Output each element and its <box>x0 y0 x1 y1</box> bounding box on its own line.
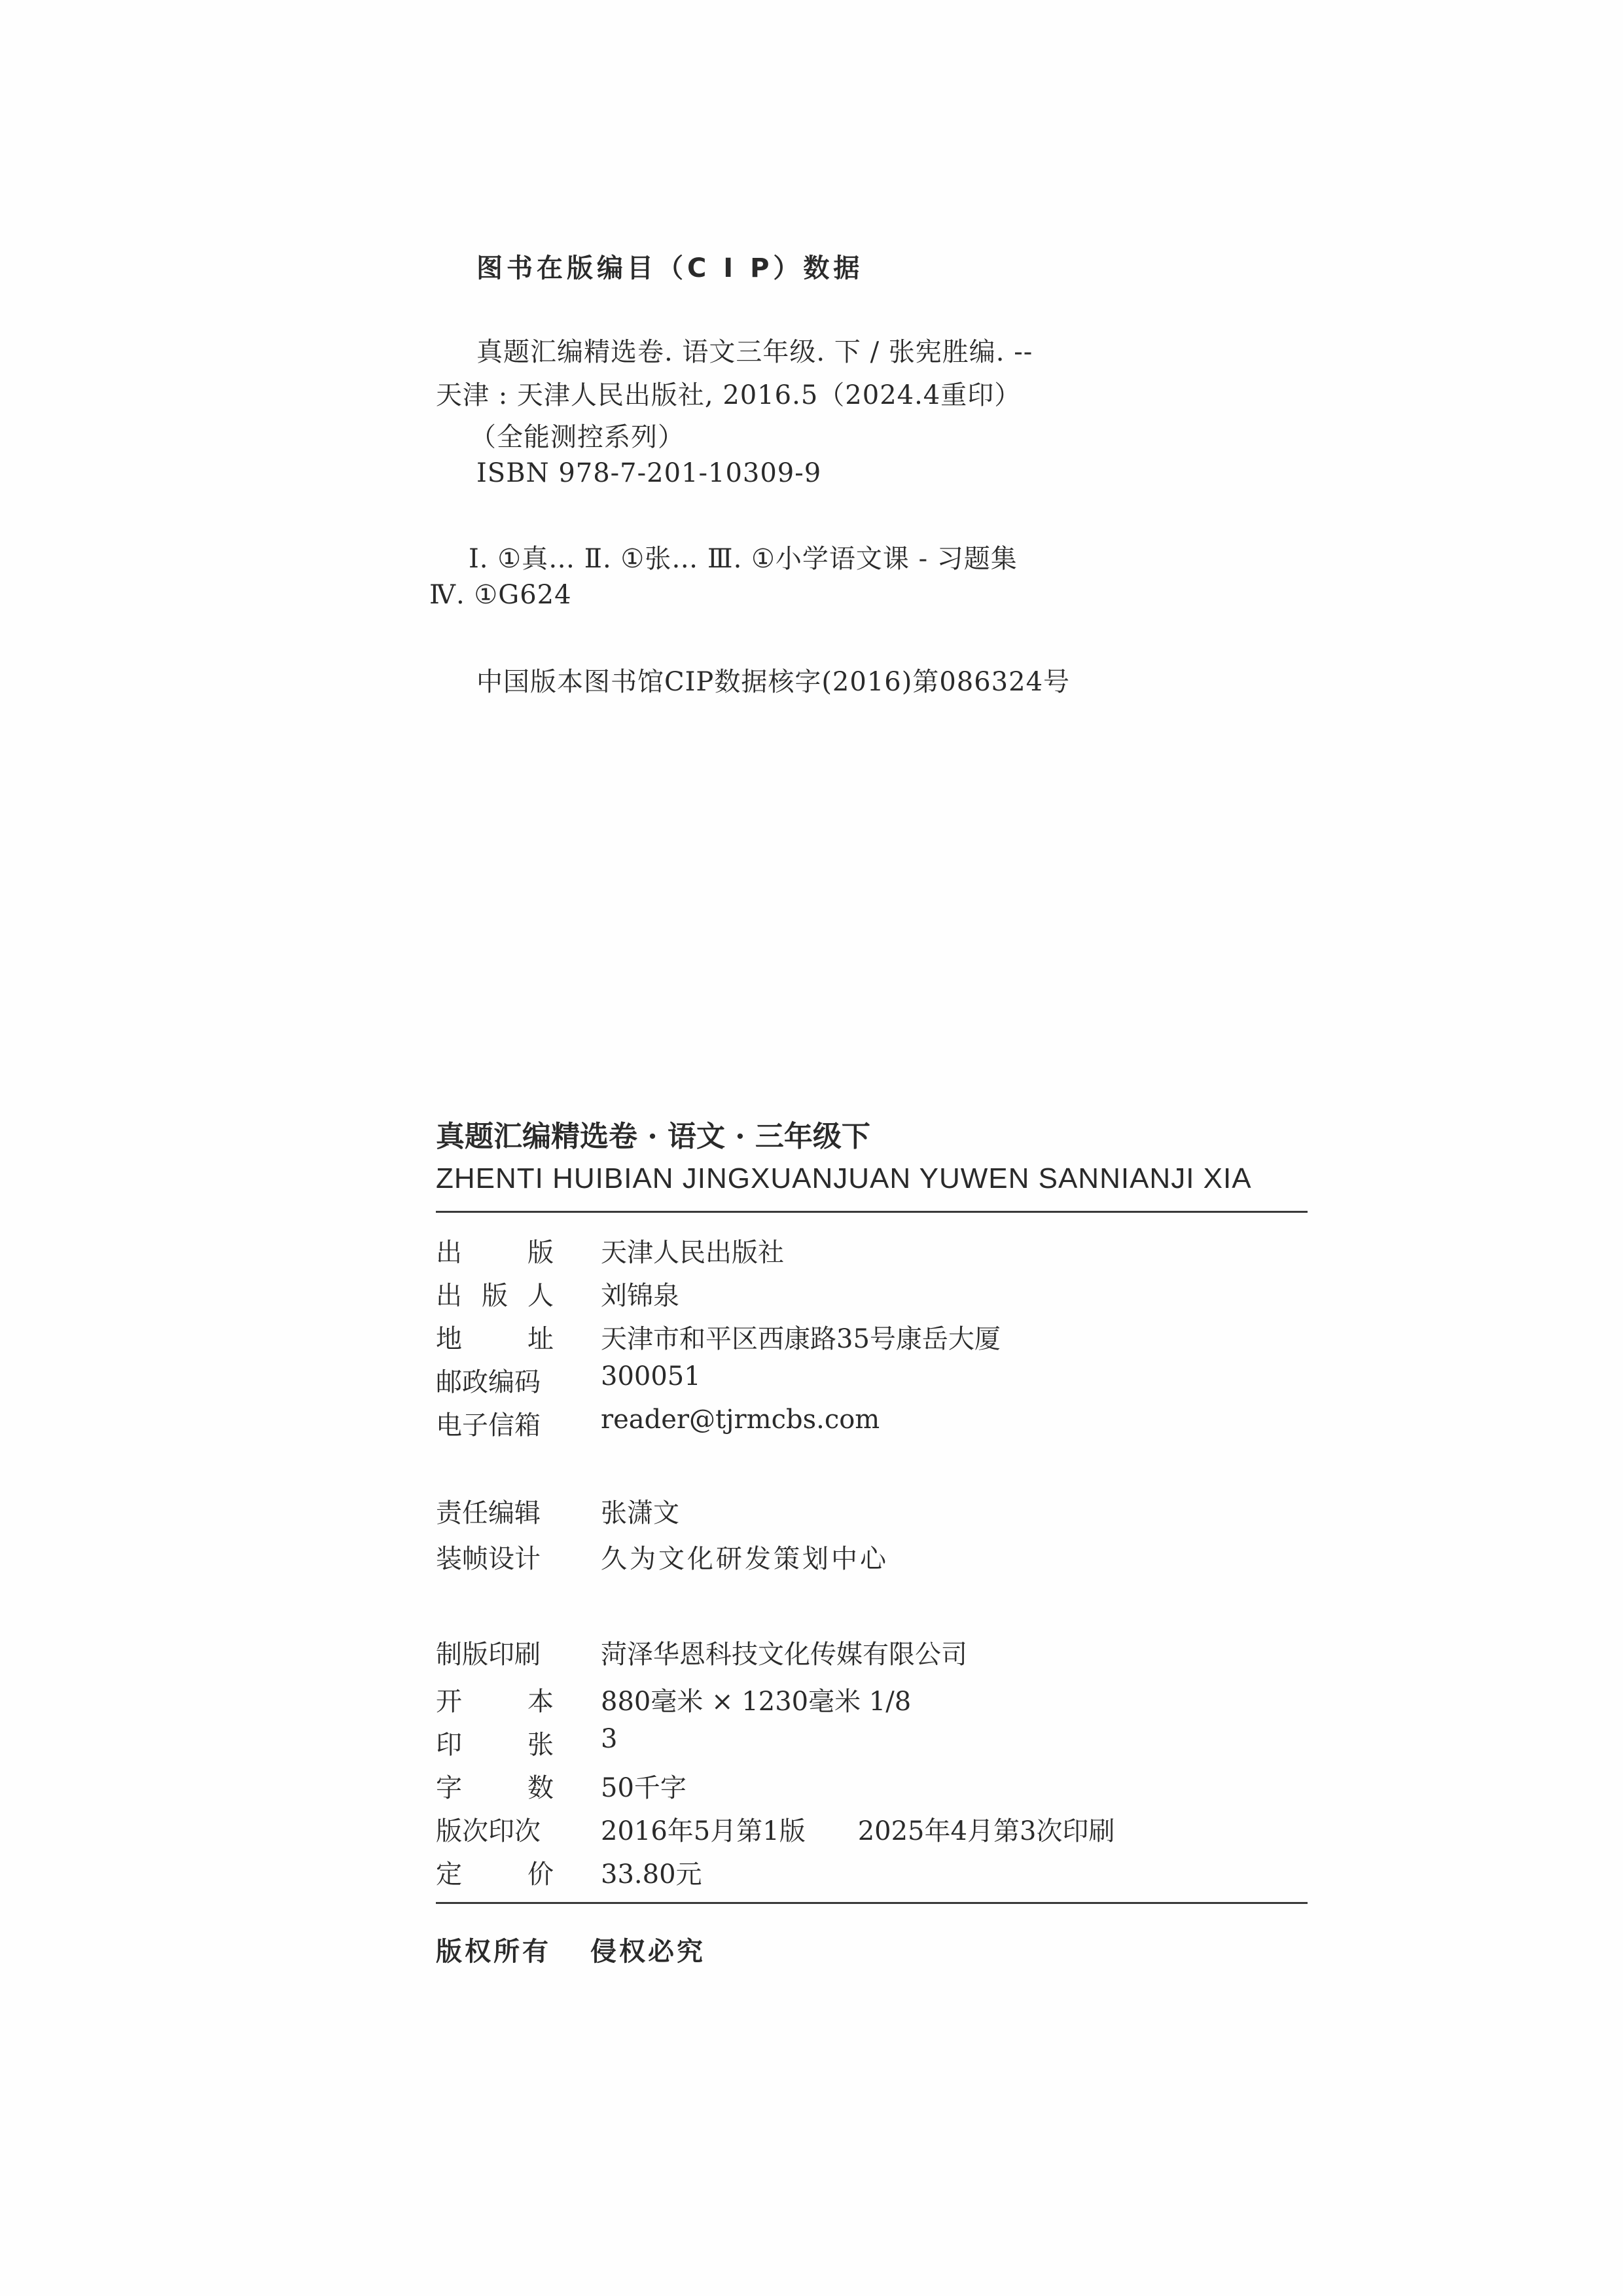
info-row-editor <box>436 1492 1308 1532</box>
edition-value <box>601 1810 1115 1848</box>
publisher-label: 出 版 <box>436 1238 554 1268</box>
info-row-price <box>436 1854 1308 1893</box>
edition-label: 版次印次 <box>436 1816 541 1846</box>
email-value: reader@tjrmcbs.com <box>601 1405 880 1435</box>
publisher-person-value: 刘锦泉 <box>601 1281 679 1311</box>
book-title-pinyin: ZHENTI HUIBIAN JINGXUANJUAN YUWEN SANNIANJI XIA <box>436 1162 1252 1194</box>
cip-subject-line-2: Ⅳ. ①G624 <box>429 580 572 610</box>
info-row-format <box>436 1681 1308 1720</box>
email-label: 电子信箱 <box>436 1410 541 1441</box>
postcode-label: 邮政编码 <box>436 1367 541 1397</box>
info-row-printing <box>436 1634 1308 1673</box>
info-row-email <box>436 1405 1308 1444</box>
info-row-edition <box>436 1810 1308 1850</box>
address-value: 天津市和平区西康路35号康岳大厦 <box>601 1324 1001 1354</box>
format-label: 开 本 <box>436 1687 554 1717</box>
cip-number: 中国版本图书馆CIP数据核字(2016)第086324号 <box>476 667 1071 697</box>
info-row-publisher-person <box>436 1275 1308 1314</box>
design-label: 装帧设计 <box>436 1544 541 1574</box>
cip-heading: 图书在版编目（C I P）数据 <box>476 253 864 283</box>
bottom-divider <box>436 1902 1308 1904</box>
cip-isbn: ISBN 978-7-201-10309-9 <box>476 458 822 488</box>
sheets-value: 3 <box>601 1724 618 1754</box>
cip-entry-line-3: （全能测控系列） <box>470 422 685 452</box>
info-row-words <box>436 1767 1308 1806</box>
copyright-infringement: 侵权必究 <box>590 1937 705 1967</box>
copyright-notice <box>436 1931 705 1968</box>
cip-entry-line-2: 天津 : 天津人民出版社, 2016.5（2024.4重印） <box>436 380 1022 410</box>
postcode-value: 300051 <box>601 1361 701 1391</box>
words-label: 字 数 <box>436 1773 554 1803</box>
words-value: 50千字 <box>601 1773 687 1803</box>
top-divider <box>436 1211 1308 1213</box>
copyright-reserved: 版权所有 <box>436 1937 551 1967</box>
format-value: 880毫米 × 1230毫米 1/8 <box>601 1687 912 1717</box>
publisher-value: 天津人民出版社 <box>601 1238 784 1268</box>
sheets-label: 印 张 <box>436 1730 554 1760</box>
cip-entry-line-1: 真题汇编精选卷. 语文三年级. 下 / 张宪胜编. -- <box>476 337 1033 367</box>
cip-subject-line-1: Ⅰ. ①真… Ⅱ. ①张… Ⅲ. ①小学语文课 - 习题集 <box>469 544 1018 574</box>
info-row-design <box>436 1538 1308 1577</box>
editor-label: 责任编辑 <box>436 1498 541 1528</box>
info-row-postcode <box>436 1361 1308 1401</box>
impression: 2025年4月第3次印刷 <box>857 1816 1115 1846</box>
edition-first: 2016年5月第1版 <box>601 1816 806 1846</box>
publisher-person-label: 出 版 人 <box>436 1281 554 1311</box>
info-row-sheets <box>436 1724 1308 1763</box>
book-title-chinese: 真题汇编精选卷 · 语文 · 三年级下 <box>436 1120 870 1153</box>
price-label: 定 价 <box>436 1859 554 1890</box>
printing-label: 制版印刷 <box>436 1640 541 1670</box>
design-value: 久为文化研发策划中心 <box>601 1544 889 1574</box>
info-row-publisher <box>436 1232 1308 1271</box>
address-label: 地 址 <box>436 1324 554 1354</box>
printing-value: 菏泽华恩科技文化传媒有限公司 <box>601 1640 967 1670</box>
info-row-address <box>436 1318 1308 1357</box>
editor-value: 张潇文 <box>601 1498 679 1528</box>
price-value: 33.80元 <box>601 1859 702 1890</box>
